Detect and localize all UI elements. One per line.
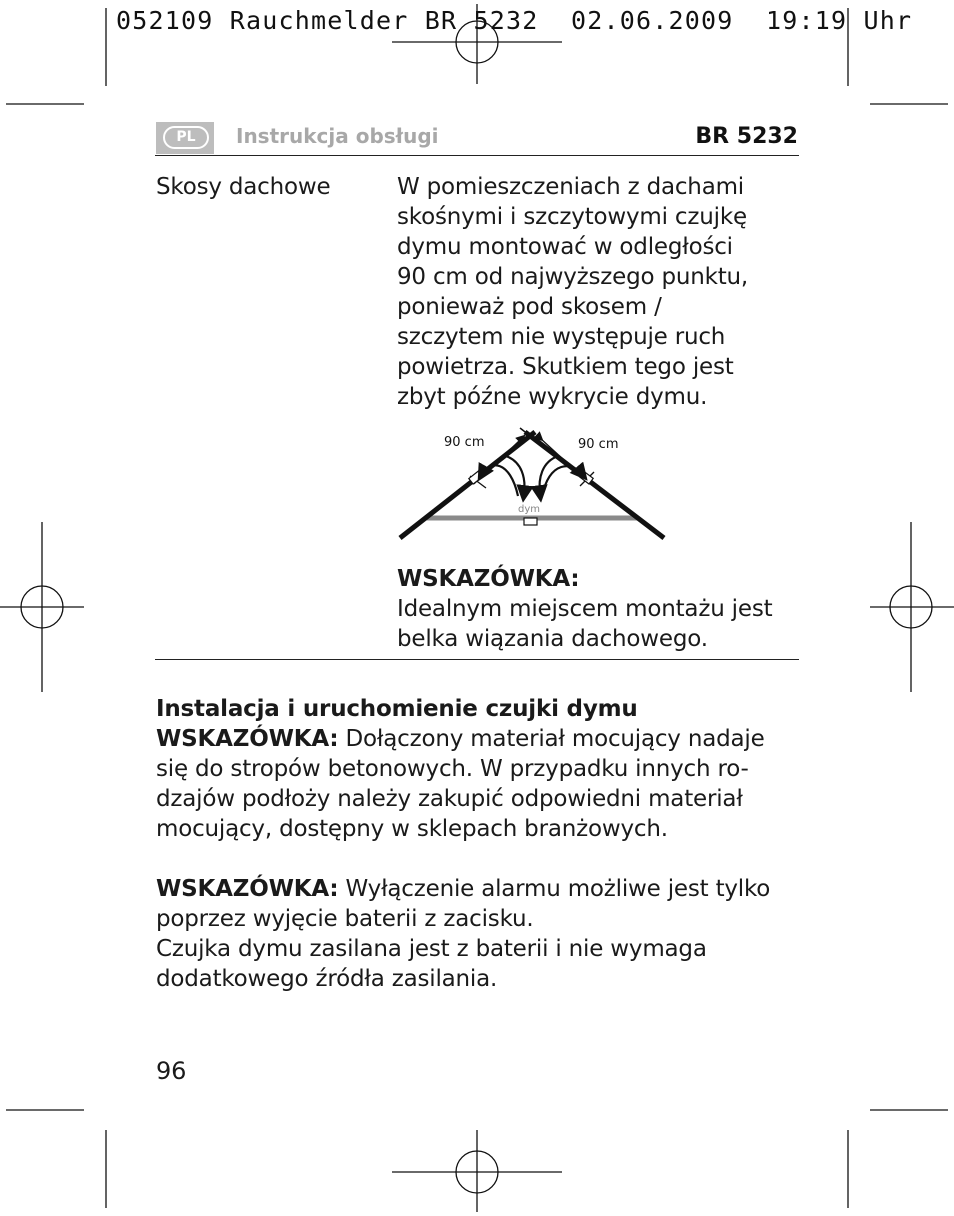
text-line: się do stropów betonowych. W przypadku innych ro- bbox=[156, 756, 749, 782]
text-line: 90 cm od najwyższego punktu, bbox=[397, 264, 749, 290]
text-line: dzajów podłoży należy zakupić odpowiedni materiał bbox=[156, 786, 743, 812]
distance-label-left: 90 cm bbox=[444, 435, 485, 450]
distance-label-right: 90 cm bbox=[578, 437, 619, 452]
language-badge: PL bbox=[163, 126, 209, 149]
smoke-label: dym bbox=[518, 504, 541, 515]
text-line: powietrza. Skutkiem tego jest bbox=[397, 354, 734, 380]
tip-paragraph-first-line bbox=[156, 724, 800, 754]
tip-label: WSKAZÓWKA: bbox=[156, 726, 339, 752]
roof-smoke-diagram bbox=[390, 420, 680, 550]
text-line: Czujka dymu zasilana jest z baterii i nie wymaga bbox=[156, 936, 707, 962]
text-line: mocujący, dostępny w sklepach branżowych. bbox=[156, 816, 668, 842]
text-line: skośnymi i szczytowymi czujkę bbox=[397, 204, 747, 230]
text-line: dodatkowego źródła zasilania. bbox=[156, 966, 498, 992]
tip-paragraph-first-line bbox=[156, 874, 800, 904]
page-number: 96 bbox=[156, 1057, 187, 1085]
text-fragment: Wyłączenie alarmu możliwe jest tylko bbox=[338, 876, 771, 902]
manual-title: Instrukcja obsługi bbox=[236, 124, 439, 148]
tip-heading: WSKAZÓWKA: bbox=[397, 566, 580, 592]
paragraph-spacer bbox=[156, 844, 800, 874]
text-line: W pomieszczeniach z dachami bbox=[397, 174, 744, 200]
text-line: szczytem nie występuje ruch bbox=[397, 324, 726, 350]
text-line: ponieważ pod skosem / bbox=[397, 294, 662, 320]
text-line: Idealnym miejscem montażu jest bbox=[397, 596, 773, 622]
text-line: zbyt późne wykrycie dymu. bbox=[397, 384, 708, 410]
roof-section-label: Skosy dachowe bbox=[156, 174, 331, 200]
smoke-detector-left bbox=[469, 471, 483, 484]
section-rule bbox=[155, 659, 799, 660]
install-heading: Instalacja i uruchomienie czujki dymu bbox=[156, 696, 638, 722]
tip-label: WSKAZÓWKA: bbox=[156, 876, 339, 902]
roof-section-text bbox=[397, 172, 797, 412]
model-number: BR 5232 bbox=[695, 124, 798, 149]
header-rule bbox=[155, 155, 799, 156]
text-line: poprzez wyjęcie baterii z zacisku. bbox=[156, 906, 534, 932]
text-line: dymu montować w odległości bbox=[397, 234, 733, 260]
smoke-detector-beam bbox=[524, 518, 537, 525]
text-line: belka wiązania dachowego. bbox=[397, 626, 708, 652]
install-section bbox=[156, 694, 800, 994]
roof-tip bbox=[397, 564, 797, 654]
text-fragment: Dołączony materiał mocujący nadaje bbox=[338, 726, 765, 752]
printer-slug: 052109 Rauchmelder BR 5232 02.06.2009 19:19 Uhr bbox=[116, 6, 913, 35]
